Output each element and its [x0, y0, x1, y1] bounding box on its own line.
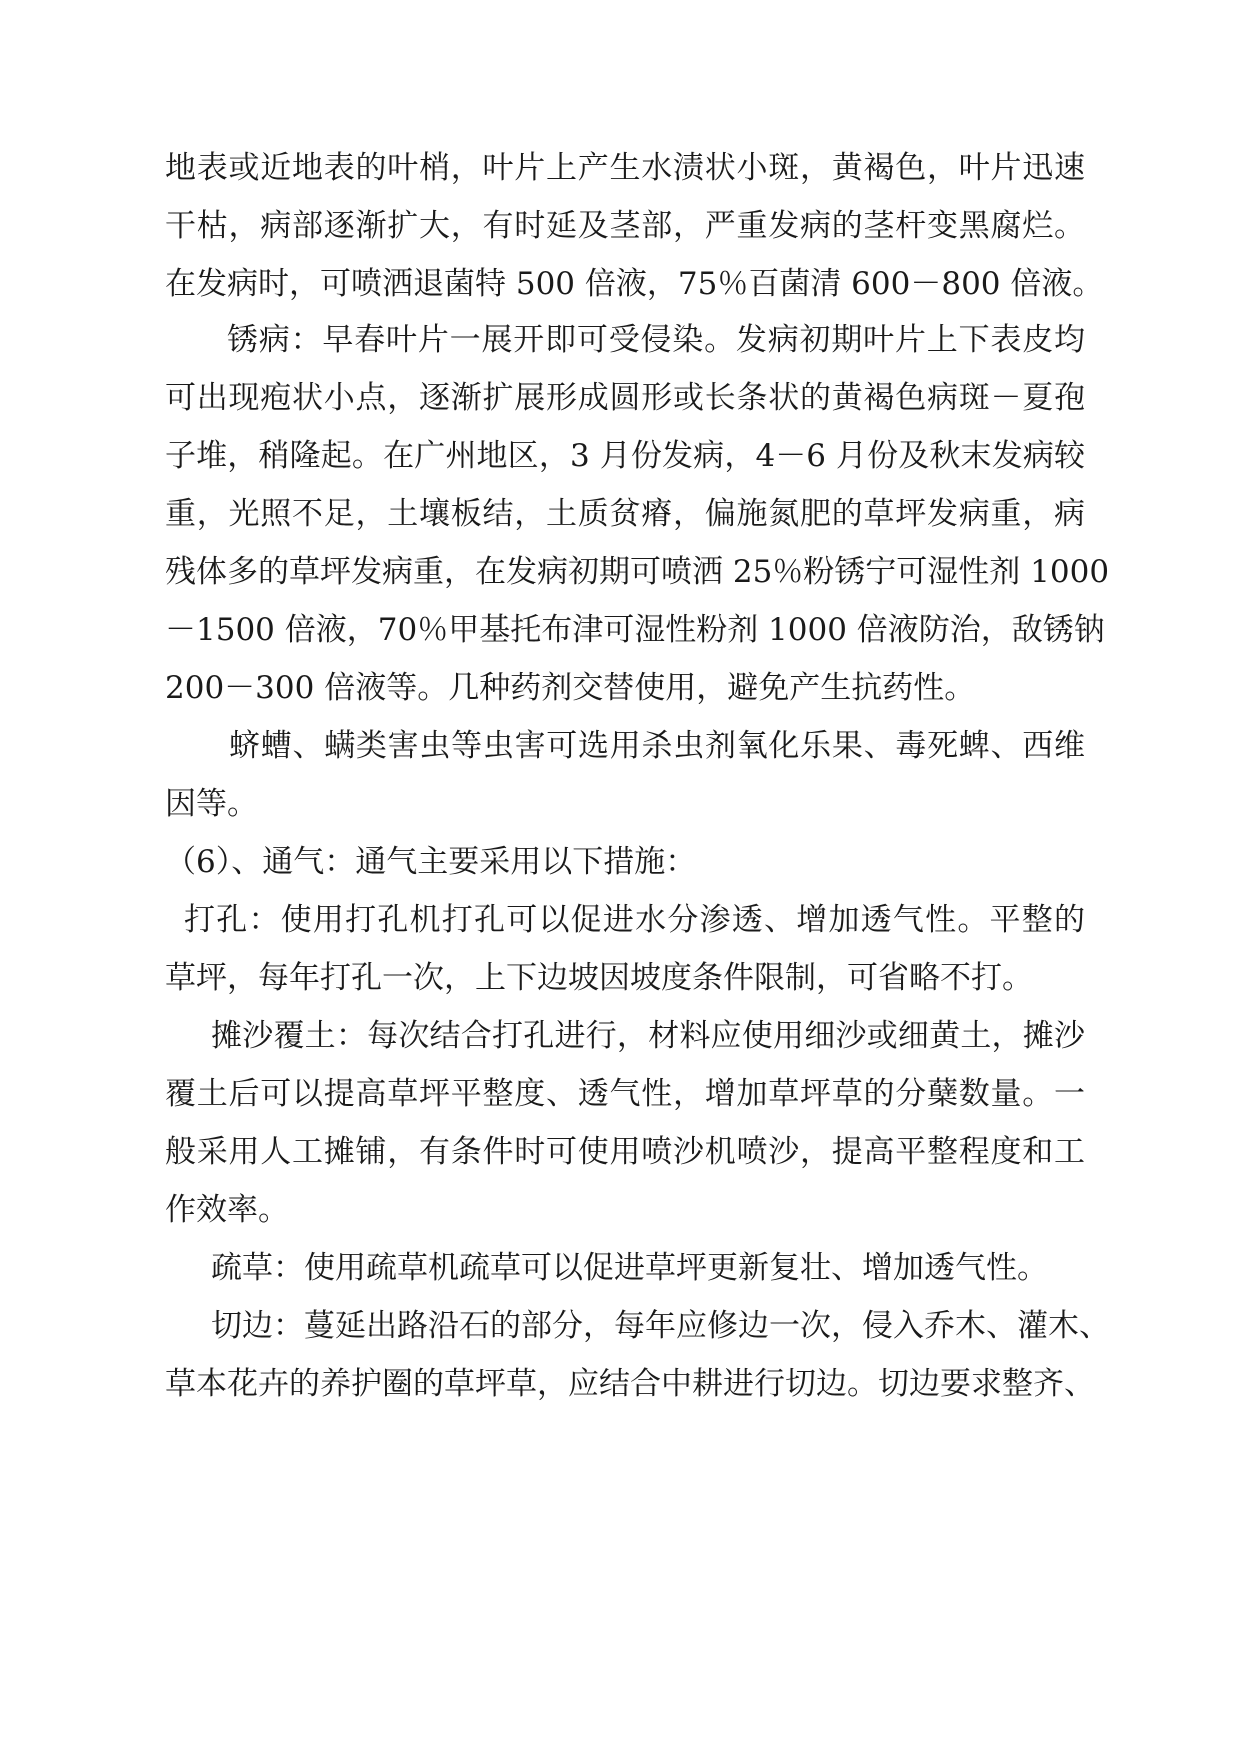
- text-line: 200－300 倍液等。几种药剂交替使用，避免产生抗药性。: [165, 670, 976, 706]
- text-line: 在发病时，可喷洒退菌特 500 倍液，75％百菌清 600－800 倍液。: [165, 266, 1104, 302]
- text-line: 草坪，每年打孔一次，上下边坡因坡度条件限制，可省略不打。: [165, 960, 1033, 996]
- text-line: 地表或近地表的叶梢，叶片上产生水渍状小斑，黄褐色，叶片迅速: [165, 150, 1085, 186]
- text-line: 蛴螬、螨类害虫等虫害可选用杀虫剂氧化乐果、毒死蜱、西维: [229, 728, 1085, 764]
- text-line: －1500 倍液，70％甲基托布津可湿性粉剂 1000 倍液防治，敌锈钠: [165, 612, 1105, 648]
- text-line: 打孔：使用打孔机打孔可以促进水分渗透、增加透气性。平整的: [184, 902, 1085, 938]
- text-line: 摊沙覆土：每次结合打孔进行，材料应使用细沙或细黄土，摊沙: [211, 1018, 1085, 1054]
- section-heading: （6）、通气：通气主要采用以下措施：: [165, 844, 697, 880]
- text-line: 般采用人工摊铺，有条件时可使用喷沙机喷沙，提高平整程度和工: [165, 1134, 1085, 1170]
- text-line: 作效率。: [165, 1192, 289, 1228]
- text-line: 残体多的草坪发病重，在发病初期可喷洒 25％粉锈宁可湿性剂 1000: [165, 554, 1110, 590]
- text-line: 疏草：使用疏草机疏草可以促进草坪更新复壮、增加透气性。: [211, 1250, 1048, 1286]
- text-line: 锈病：早春叶片一展开即可受侵染。发病初期叶片上下表皮均: [227, 322, 1085, 358]
- text-line: 草本花卉的养护圈的草坪草，应结合中耕进行切边。切边要求整齐、: [165, 1366, 1095, 1402]
- text-line: 可出现疱状小点，逐渐扩展形成圆形或长条状的黄褐色病斑－夏孢: [165, 380, 1085, 416]
- text-line: 子堆，稍隆起。在广州地区，3 月份发病，4－6 月份及秋末发病较: [165, 438, 1085, 474]
- text-line: 重，光照不足，土壤板结，土质贫瘠，偏施氮肥的草坪发病重，病: [165, 496, 1085, 532]
- text-line: 切边：蔓延出路沿石的部分，每年应修边一次，侵入乔木、灌木、: [211, 1308, 1110, 1344]
- text-line: 覆土后可以提高草坪平整度、透气性，增加草坪草的分蘖数量。一: [165, 1076, 1085, 1112]
- text-line: 因等。: [165, 786, 258, 822]
- text-line: 干枯，病部逐渐扩大，有时延及茎部，严重发病的茎杆变黑腐烂。: [165, 208, 1085, 244]
